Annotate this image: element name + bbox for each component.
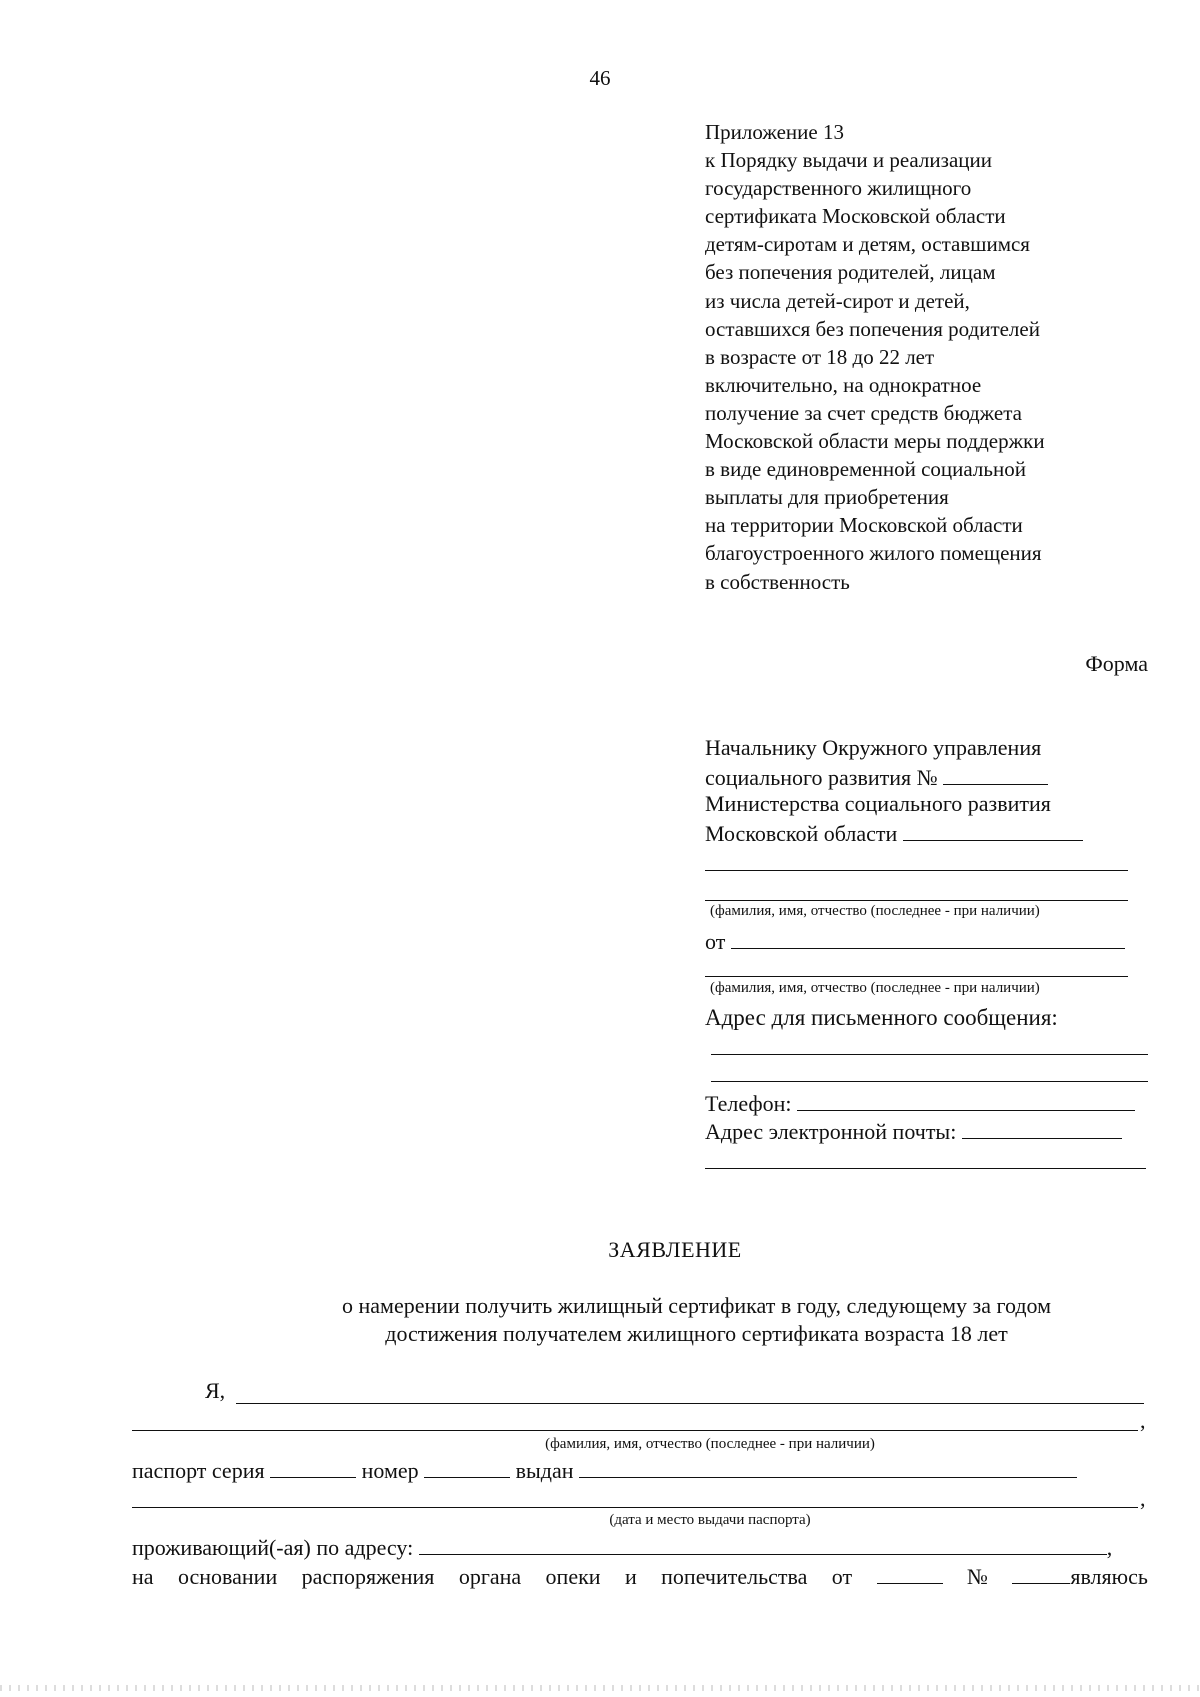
scan-noise-strip (0, 1685, 1200, 1691)
i-label: Я, (205, 1378, 226, 1403)
head-name-caption: (фамилия, имя, отчество (последнее - при наличии) (710, 903, 1040, 919)
fio-comma: , (1140, 1408, 1146, 1433)
appendix-line: Московской области меры поддержки (705, 429, 1045, 454)
appendix-line: сертификата Московской области (705, 204, 1006, 229)
applicant-name-field[interactable] (731, 926, 1125, 949)
appendix-line: в возрасте от 18 до 22 лет (705, 344, 935, 369)
appendix-line: детям-сиротам и детям, оставшимся (705, 232, 1030, 257)
applicant-fio-caption: (фамилия, имя, отчество (последнее - при наличии) (545, 1436, 875, 1452)
appendix-line: в виде единовременной социальной (705, 457, 1026, 482)
department-location-field[interactable] (903, 818, 1083, 841)
residing-label: проживающий(-ая) по адресу: (132, 1535, 414, 1560)
being-label: являюсь (1070, 1564, 1148, 1589)
basis-line (132, 1561, 1148, 1590)
passport-comma: , (1140, 1486, 1146, 1511)
passport-issue-caption: (дата и место выдачи паспорта) (609, 1512, 811, 1528)
applicant-fio-field-line-2[interactable] (132, 1430, 1138, 1431)
postal-address-field-line-2[interactable] (711, 1081, 1148, 1082)
appendix-line: Приложение 13 (705, 120, 844, 144)
appendix-line: благоустроенного жилого помещения (705, 541, 1042, 566)
department-number-field[interactable] (943, 762, 1048, 785)
passport-issued-by-field[interactable] (579, 1455, 1077, 1478)
passport-series-field[interactable] (270, 1455, 356, 1478)
head-name-field-line-1[interactable] (705, 870, 1128, 871)
basis-word: попечительства (661, 1564, 808, 1589)
appendix-line: на территории Московской области (705, 513, 1023, 538)
number-sign: № (966, 1564, 988, 1589)
postal-address-label: Адрес для письменного сообщения: (705, 1005, 1058, 1030)
email-field[interactable] (962, 1116, 1122, 1139)
residing-comma: , (1106, 1535, 1113, 1560)
appendix-line: без попечения родителей, лицам (705, 260, 996, 285)
appendix-line: государственного жилищного (705, 176, 972, 201)
from-label: от (705, 929, 726, 954)
order-date-field[interactable] (877, 1561, 943, 1584)
basis-word: и (624, 1564, 637, 1589)
addressee-line4 (705, 818, 1083, 848)
number-label: номер (361, 1458, 419, 1483)
basis-word: распоряжения (301, 1564, 435, 1589)
basis-word: опеки (545, 1564, 601, 1589)
applicant-name-field-line-2[interactable] (705, 976, 1128, 977)
passport-series-label: паспорт серия (132, 1458, 265, 1483)
appendix-line: включительно, на однократное (705, 372, 982, 397)
appendix-line: выплаты для приобретения (705, 485, 949, 510)
phone-line (705, 1088, 1135, 1118)
statement-subtitle-line1: о намерении получить жилищный сертификат в году, следующему за годом (341, 1293, 1052, 1318)
head-name-field-line-2[interactable] (705, 900, 1128, 901)
appendix-line: к Порядку выдачи и реализации (705, 148, 992, 173)
from-line (705, 926, 1125, 956)
form-label: Форма (1085, 651, 1148, 676)
basis-word: на (132, 1564, 154, 1589)
appendix-line: оставшихся без попечения родителей (705, 316, 1040, 341)
addressee-line3: Министерства социального развития (705, 791, 1051, 816)
order-number-field[interactable] (1012, 1561, 1070, 1584)
addressee-line2-text: социального развития № (705, 765, 938, 790)
basis-word: основании (177, 1564, 278, 1589)
passport-issue-field-line-2[interactable] (132, 1507, 1138, 1508)
appendix-line: получение за счет средств бюджета (705, 400, 1022, 425)
applicant-fio-field-line-1[interactable] (236, 1403, 1144, 1404)
appendix-line: из числа детей-сирот и детей, (705, 288, 970, 313)
residing-line (132, 1532, 1112, 1561)
applicant-name-caption: (фамилия, имя, отчество (последнее - при наличии) (710, 980, 1040, 996)
basis-word: органа (458, 1564, 522, 1589)
passport-line (132, 1455, 1077, 1484)
basis-word: от (831, 1564, 853, 1589)
passport-number-field[interactable] (424, 1455, 510, 1478)
email-line (705, 1116, 1122, 1146)
issued-label: выдан (515, 1458, 574, 1483)
statement-title: ЗАЯВЛЕНИЕ (608, 1237, 742, 1262)
appendix-header (705, 118, 1045, 596)
phone-field[interactable] (797, 1088, 1135, 1111)
email-field-line-2[interactable] (705, 1168, 1146, 1169)
addressee-line4-text: Московской области (705, 821, 898, 846)
statement-subtitle-line2: достижения получателем жилищного сертификата возраста 18 лет (385, 1321, 1008, 1346)
email-label: Адрес электронной почты: (705, 1119, 957, 1144)
postal-address-field-line-1[interactable] (711, 1054, 1148, 1055)
appendix-line: в собственность (705, 569, 850, 594)
addressee-line1: Начальнику Окружного управления (705, 735, 1042, 760)
phone-label: Телефон: (705, 1091, 792, 1116)
addressee-line2 (705, 762, 1048, 792)
page-number: 46 (589, 66, 611, 90)
residence-address-field[interactable] (419, 1532, 1107, 1555)
